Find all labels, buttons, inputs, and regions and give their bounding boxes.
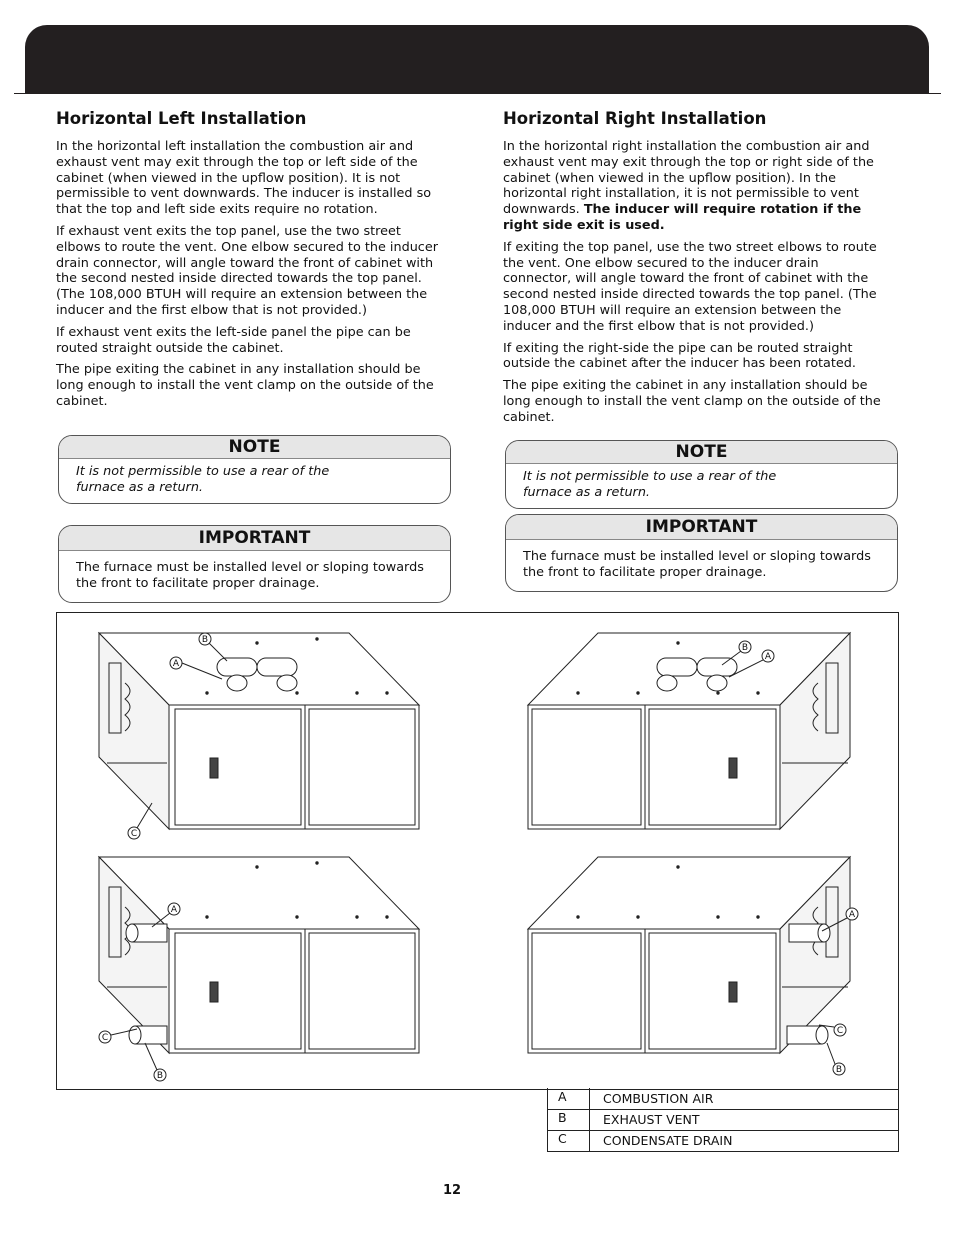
legend-key: C: [558, 1131, 567, 1146]
callout-b-top-left: B: [201, 635, 209, 645]
right-paragraph-1-text: In the horizontal right installation the combustion air and exhaust vent may exit through the top or right side of the cabinet (when viewed in the upflow position). In the horizontal right installation, it is not permissible to vent downwards.: [503, 139, 874, 218]
furnace-bottom-right: [528, 857, 850, 1053]
right-paragraph-2: If exiting the top panel, use the two street elbows to route the vent. One elbow secured to the inducer drain connector, will angle toward the front of cabinet with the second nested inside directed towards the top panel. (The 108,000 BTUH will require an extension between the inducer and the first elbow that is not provided.): [503, 239, 877, 334]
callout-a-bottom-left: A: [170, 905, 178, 915]
legend-row: [548, 1130, 898, 1151]
left-important-text: The furnace must be installed level or sloping towards the front to facilitate proper drainage.: [76, 560, 424, 591]
legend-key: A: [558, 1089, 567, 1104]
left-note-title: NOTE: [59, 436, 450, 459]
callout-c-top-left: C: [130, 829, 138, 839]
left-note-box: [58, 435, 451, 504]
left-important-box: [58, 525, 451, 603]
legend-key: B: [558, 1110, 567, 1125]
legend-table: [547, 1088, 899, 1152]
left-paragraph-4: The pipe exiting the cabinet in any installation should be long enough to install the vent clamp on the outside of the cabinet.: [56, 362, 434, 409]
right-paragraph-1: [503, 139, 883, 234]
left-heading: Horizontal Left Installation: [56, 109, 307, 128]
callout-a-top-right: A: [764, 652, 772, 662]
left-paragraph-1: In the horizontal left installation the combustion air and exhaust vent may exit through the top or left side of the cabinet (when viewed in the upflow position). It is not permissible to vent downwards. The inducer is installed so that the top and left side exits require no rotation.: [56, 139, 432, 218]
furnace-bottom-left: [99, 857, 419, 1053]
left-note-text: It is not permissible to use a rear of the furnace as a return.: [76, 464, 330, 495]
right-paragraph-4: The pipe exiting the cabinet in any installation should be long enough to install the vent clamp on the outside of the cabinet.: [503, 378, 881, 425]
left-paragraph-2: If exhaust vent exits the top panel, use the two street elbows to route the vent. One elbow secured to the inducer drain connector, will angle toward the front of cabinet with the second nested inside directed towards the top panel. (The 108,000 BTUH will require an extension between the inducer and the first elbow that is not provided.): [56, 223, 438, 318]
right-important-text: The furnace must be installed level or sloping towards the front to facilitate proper drainage.: [523, 549, 871, 580]
right-column: [503, 109, 883, 432]
legend-value: EXHAUST VENT: [603, 1112, 700, 1127]
legend-row: [548, 1109, 898, 1131]
header-bar: [25, 25, 929, 93]
furnace-illustrations: [57, 613, 898, 1089]
right-important-title: IMPORTANT: [506, 515, 897, 540]
callout-a-bottom-right: A: [848, 910, 856, 920]
legend-row: [548, 1088, 898, 1110]
callout-c-bottom-left: C: [101, 1033, 109, 1043]
left-column: [56, 109, 438, 416]
callout-c-bottom-right: C: [836, 1026, 844, 1036]
callout-b-top-right: B: [741, 643, 749, 653]
right-paragraph-1-bold: The inducer will require rotation if the right side exit is used.: [503, 202, 862, 233]
furnace-figure: [56, 612, 899, 1090]
right-important-box: [505, 514, 898, 592]
callout-b-bottom-right: B: [835, 1065, 843, 1075]
right-note-text: It is not permissible to use a rear of the furnace as a return.: [523, 469, 777, 500]
legend-value: CONDENSATE DRAIN: [603, 1133, 733, 1148]
left-paragraph-3: If exhaust vent exits the left-side panel the pipe can be routed straight outside the cabinet.: [56, 324, 411, 356]
callout-b-bottom-left: B: [156, 1071, 164, 1081]
page-number: 12: [442, 1183, 462, 1198]
callout-a-top-left: A: [172, 659, 180, 669]
right-paragraph-3: If exiting the right-side the pipe can be routed straight outside the cabinet after the inducer has been rotated.: [503, 340, 856, 372]
legend-value: COMBUSTION AIR: [603, 1091, 714, 1106]
left-important-title: IMPORTANT: [59, 526, 450, 551]
header-rule: [14, 93, 941, 94]
right-note-box: [505, 440, 898, 509]
right-heading: Horizontal Right Installation: [503, 109, 767, 128]
right-note-title: NOTE: [506, 441, 897, 464]
